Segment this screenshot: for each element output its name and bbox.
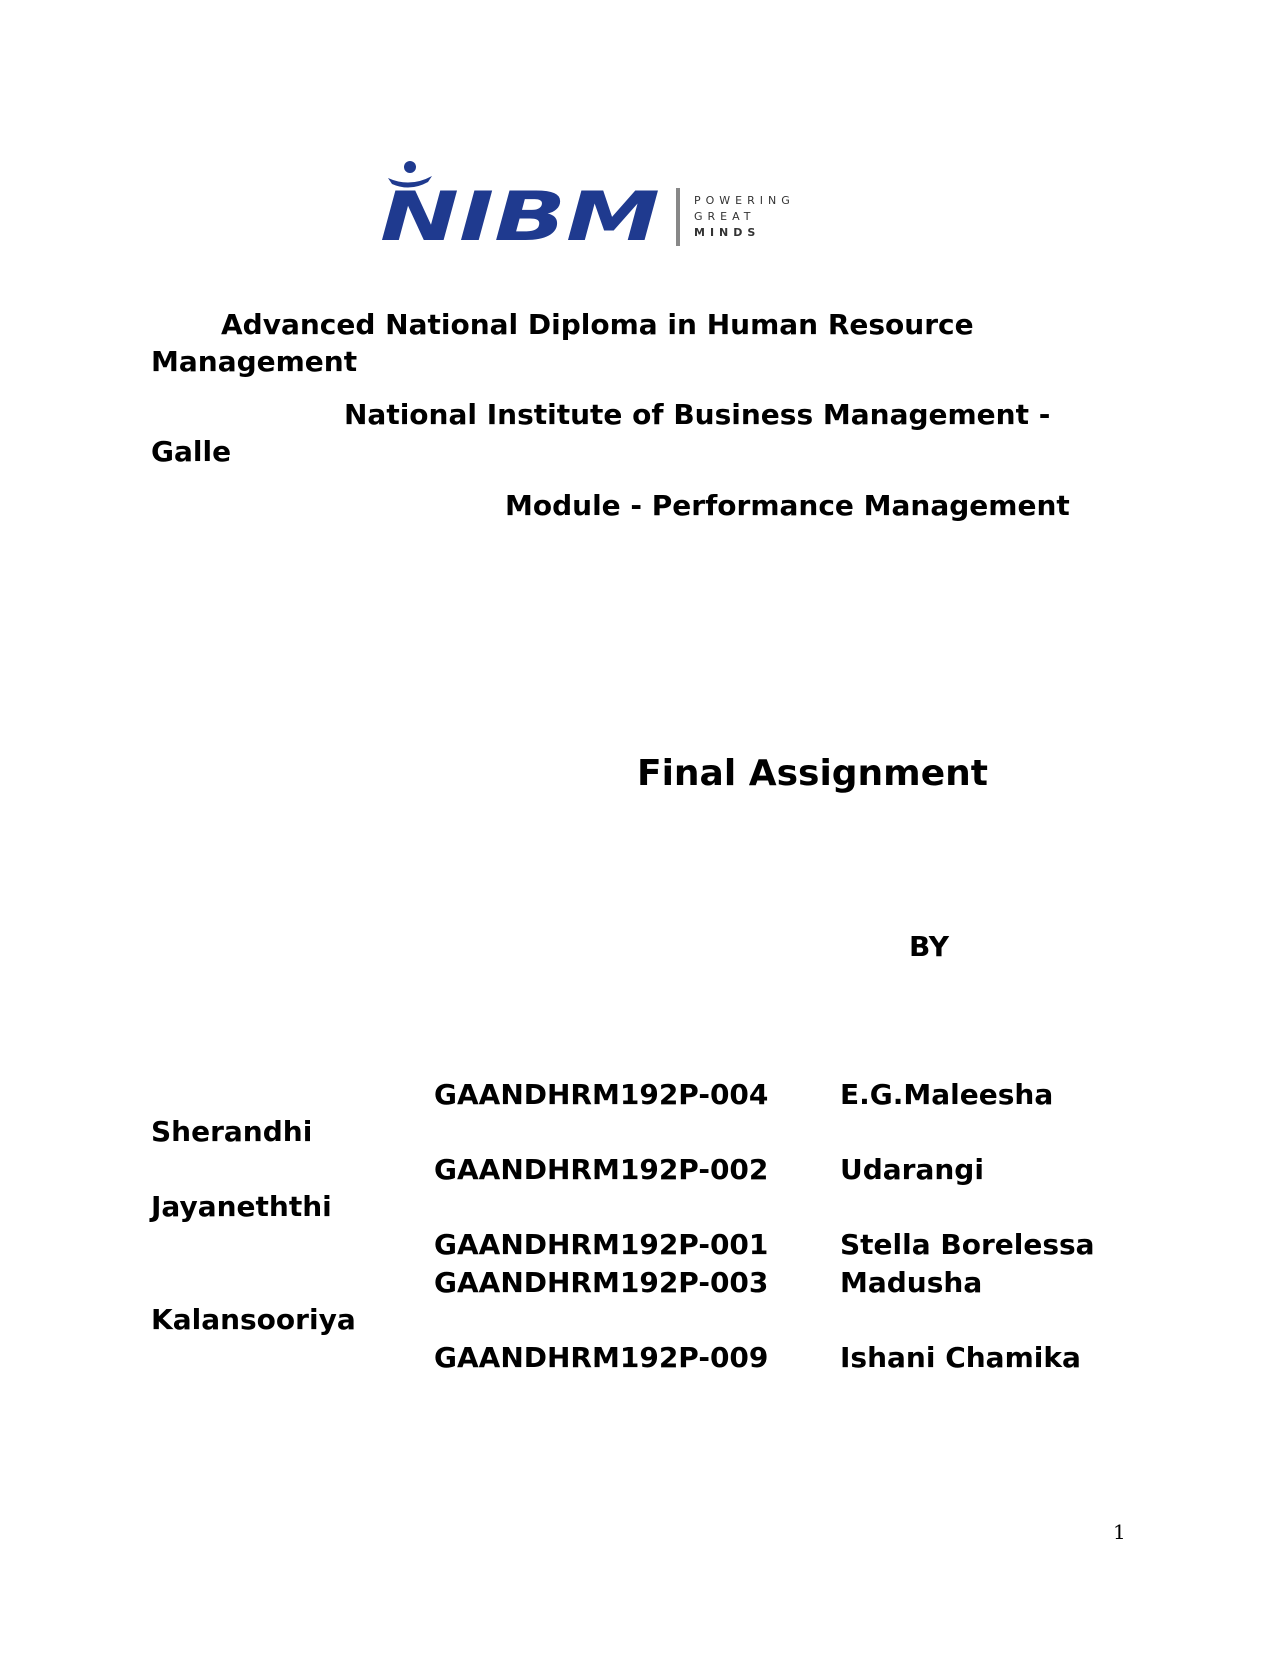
list-item xyxy=(151,1151,1111,1225)
student-name: Madusha Kalansooriya xyxy=(151,1266,983,1336)
module-name: Module - Performance Management xyxy=(505,489,1070,522)
svg-text:POWERING: POWERING xyxy=(694,194,795,207)
student-name: Ishani Chamika xyxy=(840,1341,1081,1374)
student-id: GAANDHRM192P-003 xyxy=(434,1266,769,1299)
list-item xyxy=(151,1076,1111,1150)
list-item xyxy=(151,1339,1111,1376)
svg-text:NIBM: NIBM xyxy=(380,178,660,257)
student-list xyxy=(151,1076,1111,1377)
svg-text:MINDS: MINDS xyxy=(694,226,761,239)
svg-text:GREAT: GREAT xyxy=(694,210,756,223)
student-name: Stella Borelessa xyxy=(840,1228,1095,1261)
program-title: Advanced National Diploma in Human Resource Management xyxy=(151,308,974,378)
institute-name: National Institute of Business Management - Galle xyxy=(151,398,1051,468)
student-name: Udarangi Jayaneththi xyxy=(151,1153,984,1223)
student-id: GAANDHRM192P-002 xyxy=(434,1153,769,1186)
student-id: GAANDHRM192P-001 xyxy=(434,1228,769,1261)
document-title: Final Assignment xyxy=(637,753,988,794)
list-item xyxy=(151,1226,1111,1263)
page-number: 1 xyxy=(1113,1520,1126,1544)
list-item xyxy=(151,1264,1111,1338)
nibm-logo xyxy=(376,158,836,258)
student-id: GAANDHRM192P-004 xyxy=(434,1078,769,1111)
by-label: BY xyxy=(909,930,950,963)
student-name: E.G.Maleesha Sherandhi xyxy=(151,1078,1054,1148)
student-id: GAANDHRM192P-009 xyxy=(434,1341,769,1374)
